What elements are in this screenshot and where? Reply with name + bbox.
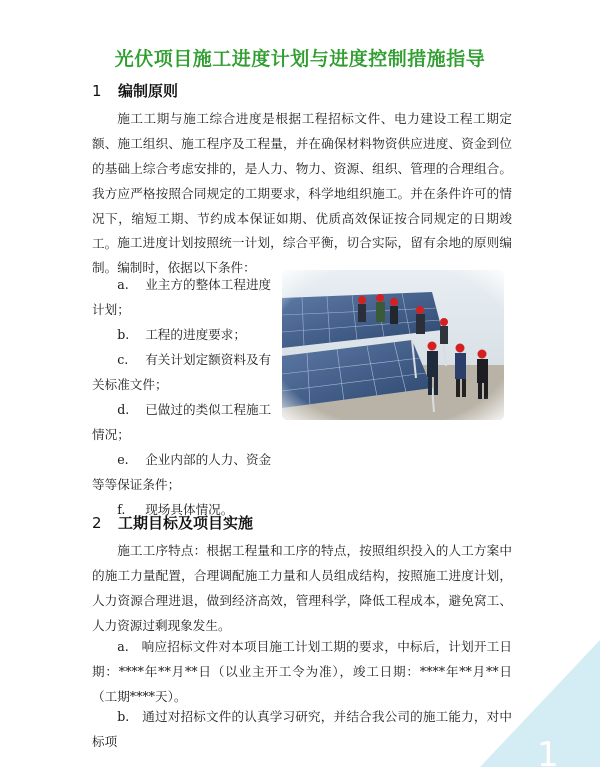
section2-item-b: [92, 704, 512, 754]
section1-number: 1: [92, 82, 102, 100]
list-item: [92, 322, 278, 347]
list-item: [92, 447, 278, 497]
section1-paragraph-1: 施工工期与施工综合进度是根据工程招标文件、电力建设工程工期定额、施工组织、施工程序及工程量，并在确保材料物资供应进度、资金到位的基础上综合考虑安排的，是人力、物力、资源、组织、管理的合理组合。我方应严格按照合同规定的工期要求，科学地组织施工。并在条件许可的情况下，缩短工期、节约成本保证如期、优质高效保证按合同规定的日期竣工。: [92, 111, 512, 251]
section1-paragraph-2: 施工进度计划按照统一计划，综合平衡，切合实际，留有余地的原则编制。编制时，依据以下条件：: [92, 235, 512, 275]
item-a-label: a.: [117, 639, 129, 654]
item-b-text: 通过对招标文件的认真学习研究，并结合我公司的施工能力，对中标项: [92, 709, 512, 749]
list-item-text: 现场具体情况。: [145, 502, 234, 517]
section2-paragraph-1: 施工工序特点：根据工程量和工序的特点，按照组织投入的人工方案中的施工力量配置，合理调配施工力量和人员组成结构，按照施工进度计划，人力资源合理进退，做到经济高效，管理科学，降低工程成本，避免窝工、人力资源过剩现象发生。: [92, 543, 512, 633]
item-b-label: b.: [117, 709, 130, 724]
list-item-label: f.: [117, 502, 126, 517]
list-item-text: 企业内部的人力、资金等等保证条件；: [92, 452, 272, 492]
solar-panel-workers-photo: [282, 270, 504, 420]
list-item-text: 已做过的类似工程施工情况；: [92, 402, 272, 442]
page-number: 1: [537, 735, 559, 775]
list-item-label: b.: [117, 327, 130, 342]
conditions-list: [92, 272, 278, 522]
list-item-label: d.: [117, 402, 130, 417]
item-a-text: 响应招标文件对本项目施工计划工期的要求，中标后，计划开工日期：****年**月**日（以业主开工令为准），竣工日期：****年**月**日（工期****天）。: [92, 639, 513, 704]
section2-heading-text: 工期目标及项目实施: [118, 514, 254, 532]
section2-item-a: [92, 634, 512, 709]
list-item: [92, 397, 278, 447]
section1-heading: [92, 80, 178, 101]
section2-heading: [92, 512, 253, 533]
list-item-text: 业主方的整体工程进度计划；: [92, 277, 272, 317]
list-item: [92, 272, 278, 322]
list-item-label: a.: [117, 277, 129, 292]
list-item-label: c.: [117, 352, 129, 367]
document-title: 光伏项目施工进度计划与进度控制措施指导: [114, 48, 486, 70]
section1-heading-text: 编制原则: [118, 82, 179, 100]
list-item-label: e.: [117, 452, 129, 467]
solar-installation-illustration: [282, 270, 504, 420]
list-item-text: 工程的进度要求；: [145, 327, 246, 342]
list-item-text: 有关计划定额资料及有关标准文件；: [92, 352, 272, 392]
list-item: [92, 347, 278, 397]
section2-number: 2: [92, 514, 102, 532]
